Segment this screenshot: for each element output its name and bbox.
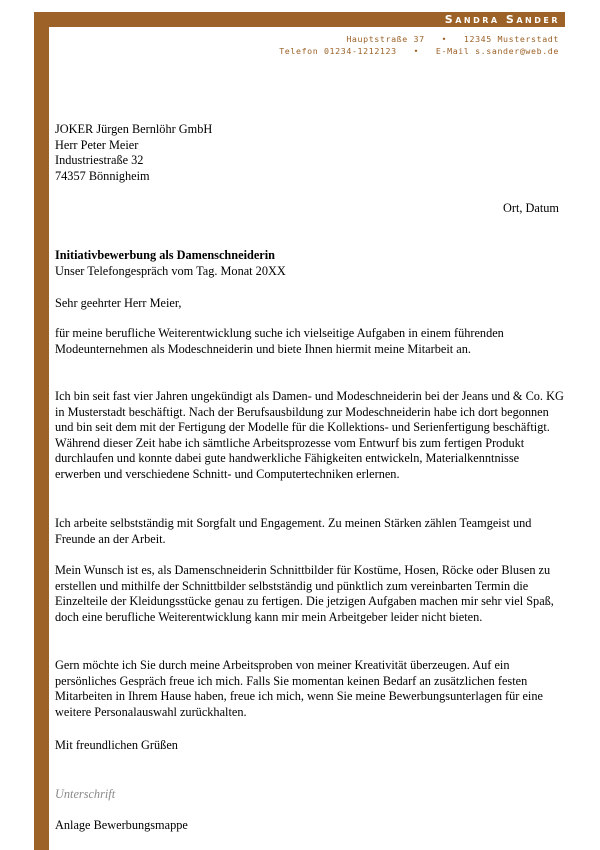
- sender-city: 12345 Musterstadt: [463, 34, 559, 44]
- paragraph-5: Gern möchte ich Sie durch meine Arbeitsproben von meiner Kreativität überzeugen. Auf ein persönliches Gespräch freue ich mich. Falls Sie momentan keinen Bedarf an zusätzlichen festen Mitarbeiten in Ihrem Hause haben, freue ich mich, wenn Sie meine Bewerbungsunterlagen für eine weitere Personalauswahl zurückhalten.: [55, 658, 543, 719]
- paragraph-2: Ich bin seit fast vier Jahren ungekündigt als Damen- und Modeschneiderin bei der Jeans und & Co. KG in Musterstadt beschäftigt. Nach der Berufsausbildung zur Modeschneiderin habe ich dort begonnen und bin seit dem mit der Fertigung der Modelle für die Kollektions- und Serienfertigung beschäftigt. Während dieser Zeit habe ich sämtliche Arbeitsprozesse vom Entwurf bis zum fertigen Produkt durchlaufen und konnte dabei gute handwerkliche Fähigkeiten entwickeln, Materialkenntnisse erwerben und verschiedene Schnitt- und Computertechniken erlernen.: [55, 389, 564, 481]
- enclosure-note: Anlage Bewerbungsmappe: [55, 818, 188, 832]
- closing: Mit freundlichen Grüßen: [55, 738, 178, 752]
- sender-street: Hauptstraße 37: [346, 34, 425, 44]
- contact-separator: •: [413, 46, 420, 56]
- contact-separator: •: [441, 34, 448, 44]
- paragraph-1: für meine berufliche Weiterentwicklung suche ich vielseitige Aufgaben in einem führenden Modeunternehmen als Modeschneiderin und biete Ihnen hiermit meine Mitarbeit an.: [55, 326, 504, 356]
- sender-name: Sandra Sander: [444, 13, 560, 26]
- signature-placeholder: Unterschrift: [55, 787, 116, 801]
- recipient-address: [55, 122, 565, 184]
- recipient-company: JOKER Jürgen Bernlöhr GmbH: [55, 122, 213, 136]
- subject-block: [55, 248, 565, 279]
- recipient-city: 74357 Bönnigheim: [55, 168, 150, 183]
- recipient-contact: Herr Peter Meier: [55, 137, 139, 152]
- paragraph-3: Ich arbeite selbstständig mit Sorgfalt und Engagement. Zu meinen Stärken zählen Teamgeist und Freunde an der Arbeit.: [55, 516, 532, 546]
- subject-title: Initiativbewerbung als Damenschneiderin: [55, 248, 275, 262]
- recipient-street: Industriestraße 32: [55, 153, 144, 168]
- subject-reference: Unser Telefongespräch vom Tag. Monat 20XX: [55, 263, 286, 278]
- sender-email: E-Mail s.sander@web.de: [435, 46, 559, 56]
- letterhead-side-bar: [34, 12, 49, 850]
- salutation: Sehr geehrter Herr Meier,: [55, 296, 182, 310]
- letter-date: Ort, Datum: [502, 201, 559, 215]
- sender-contact: [279, 46, 559, 56]
- sender-phone: Telefon 01234-1212123: [279, 46, 397, 56]
- paragraph-4: Mein Wunsch ist es, als Damenschneiderin Schnittbilder für Kostüme, Hosen, Röcke oder Blusen zu erstellen und mithilfe der Schnittbilder selbstständig und pünktlich zum vereinbarten Termin die Einzelteile der Kleidungsstücke genau zu fertigen. Die jetzigen Aufgaben machen mir sehr viel Spaß, doch eine berufliche Weiterentwicklung kann mir mein Arbeitgeber leider nicht bieten.: [55, 563, 554, 624]
- sender-address: [346, 34, 559, 44]
